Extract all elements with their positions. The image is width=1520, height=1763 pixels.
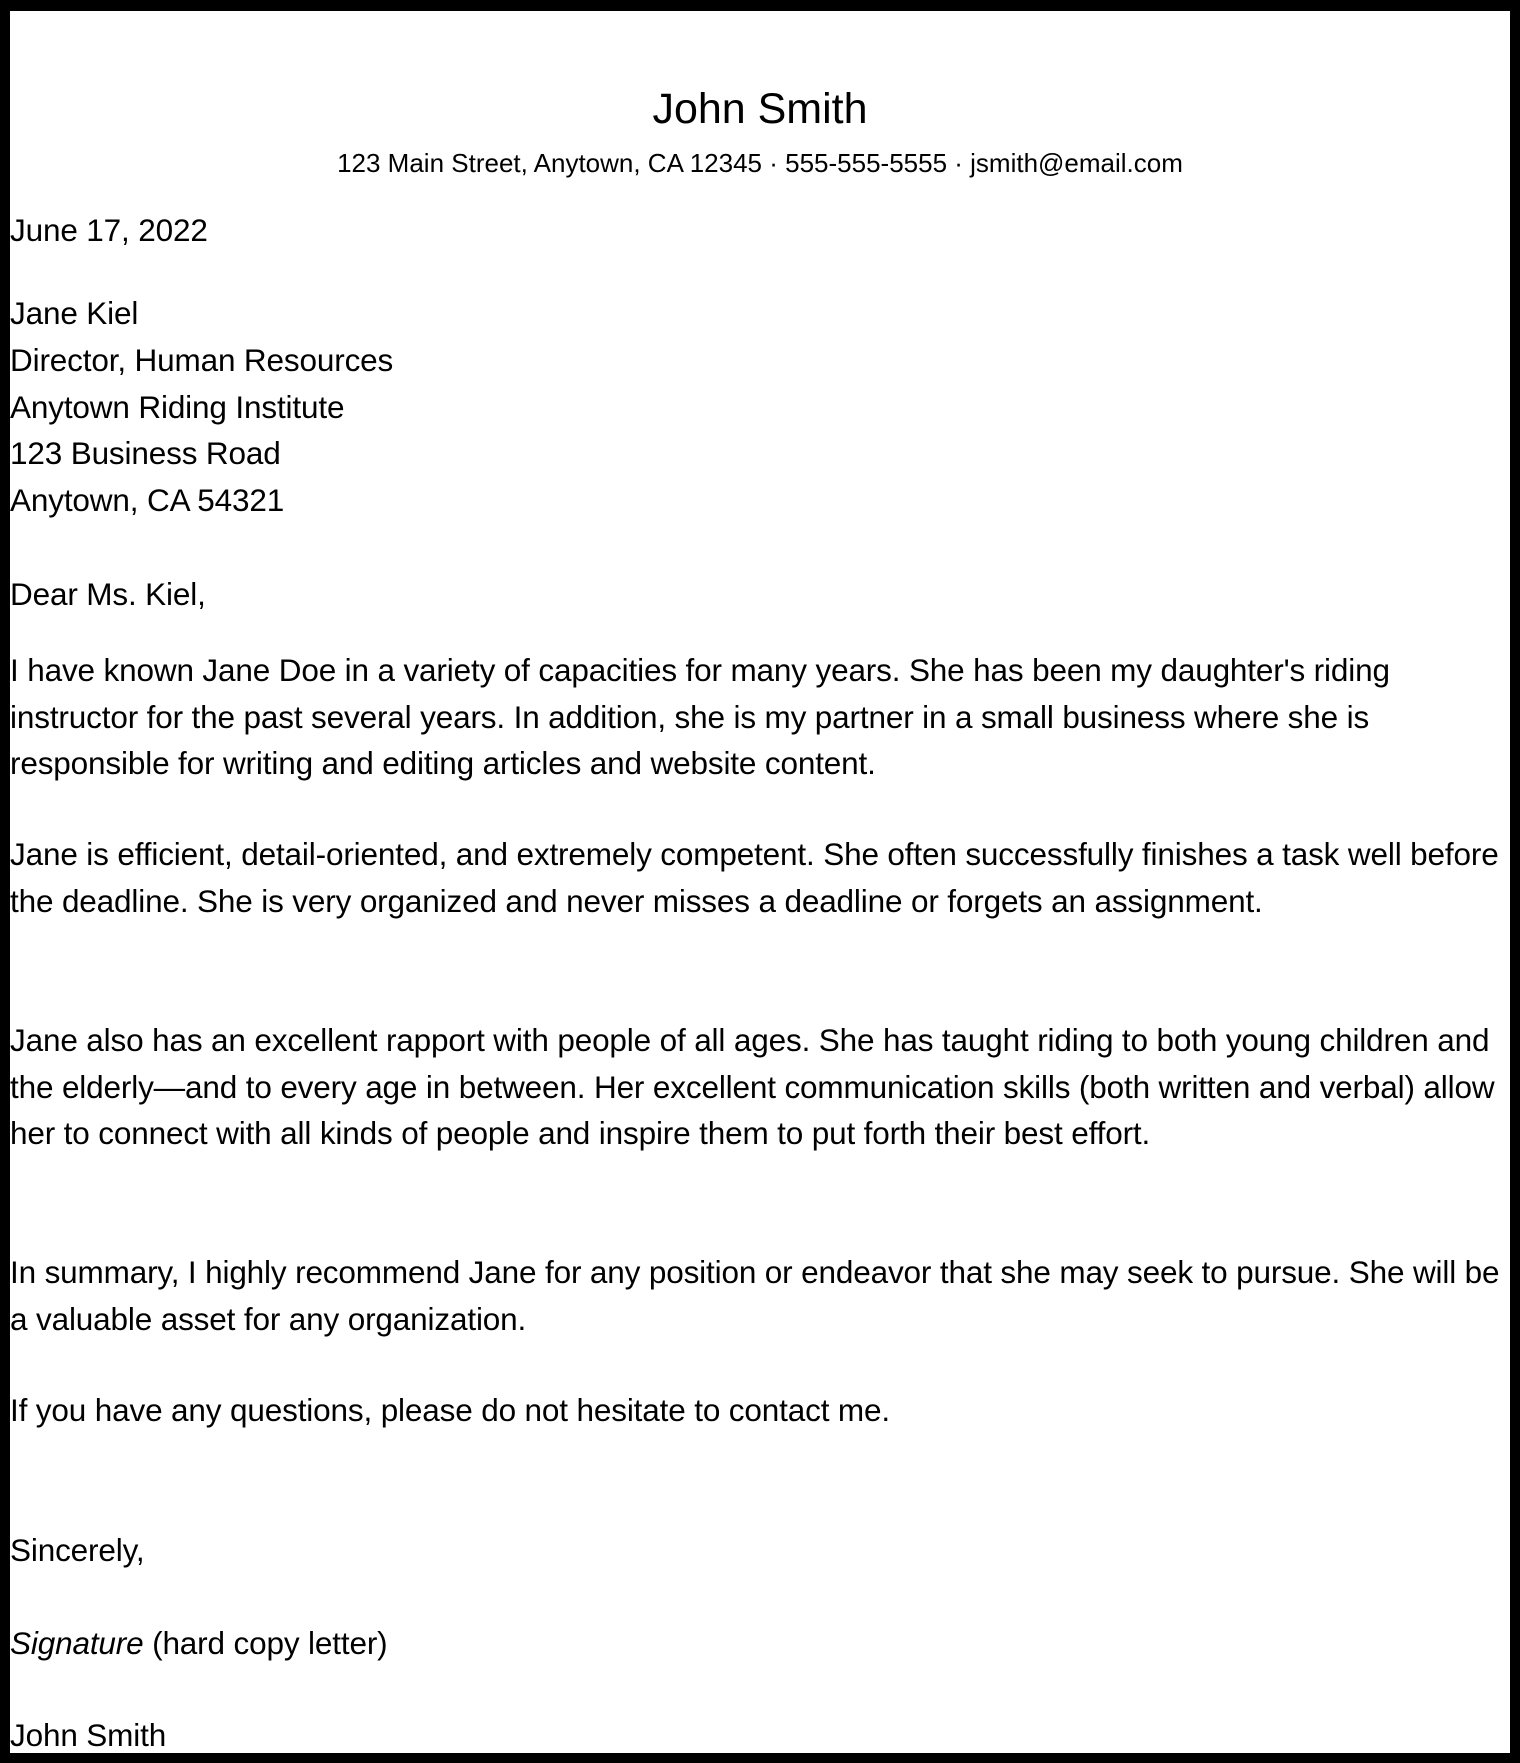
signer-name: John Smith bbox=[10, 1717, 167, 1753]
sender-name: John Smith bbox=[652, 85, 868, 133]
body-paragraph-5: If you have any questions, please do not hesitate to contact me. bbox=[10, 1392, 890, 1428]
sender-contact-line: 123 Main Street, Anytown, CA 12345 · 555-555-5555 · jsmith@email.com bbox=[337, 148, 1183, 178]
body-paragraph-4: In summary, I highly recommend Jane for any position or endeavor that she may seek to pursue. She will be a valuable asset for any organization. bbox=[10, 1254, 1500, 1337]
signature-note: (hard copy letter) bbox=[143, 1625, 388, 1661]
body-paragraph-3: Jane also has an excellent rapport with people of all ages. She has taught riding to both young children and the elderly—and to every age in between. Her excellent communication skills (both written and verbal) allow her to connect with all kinds of people and inspire them to put forth their best effort. bbox=[10, 1022, 1495, 1151]
body-paragraph-1: I have known Jane Doe in a variety of capacities for many years. She has been my daughter's riding instructor for the past several years. In addition, she is my partner in a small business where she is responsible for writing and editing articles and website content. bbox=[10, 652, 1390, 781]
body-paragraph-2: Jane is efficient, detail-oriented, and extremely competent. She often successfully finishes a task well before the deadline. She is very organized and never misses a deadline or forgets an assignment. bbox=[10, 836, 1499, 919]
recipient-organization: Anytown Riding Institute bbox=[10, 389, 345, 425]
recipient-title: Director, Human Resources bbox=[10, 342, 394, 378]
salutation: Dear Ms. Kiel, bbox=[10, 576, 206, 612]
letter-sheet bbox=[10, 11, 1510, 1753]
recipient-street: 123 Business Road bbox=[10, 435, 281, 471]
closing: Sincerely, bbox=[10, 1532, 145, 1568]
recipient-name: Jane Kiel bbox=[10, 295, 139, 331]
signature-label: Signature bbox=[10, 1625, 144, 1661]
recipient-city-state-zip: Anytown, CA 54321 bbox=[10, 482, 285, 518]
letter-date: June 17, 2022 bbox=[10, 212, 208, 248]
signature-line bbox=[10, 1624, 1500, 1662]
